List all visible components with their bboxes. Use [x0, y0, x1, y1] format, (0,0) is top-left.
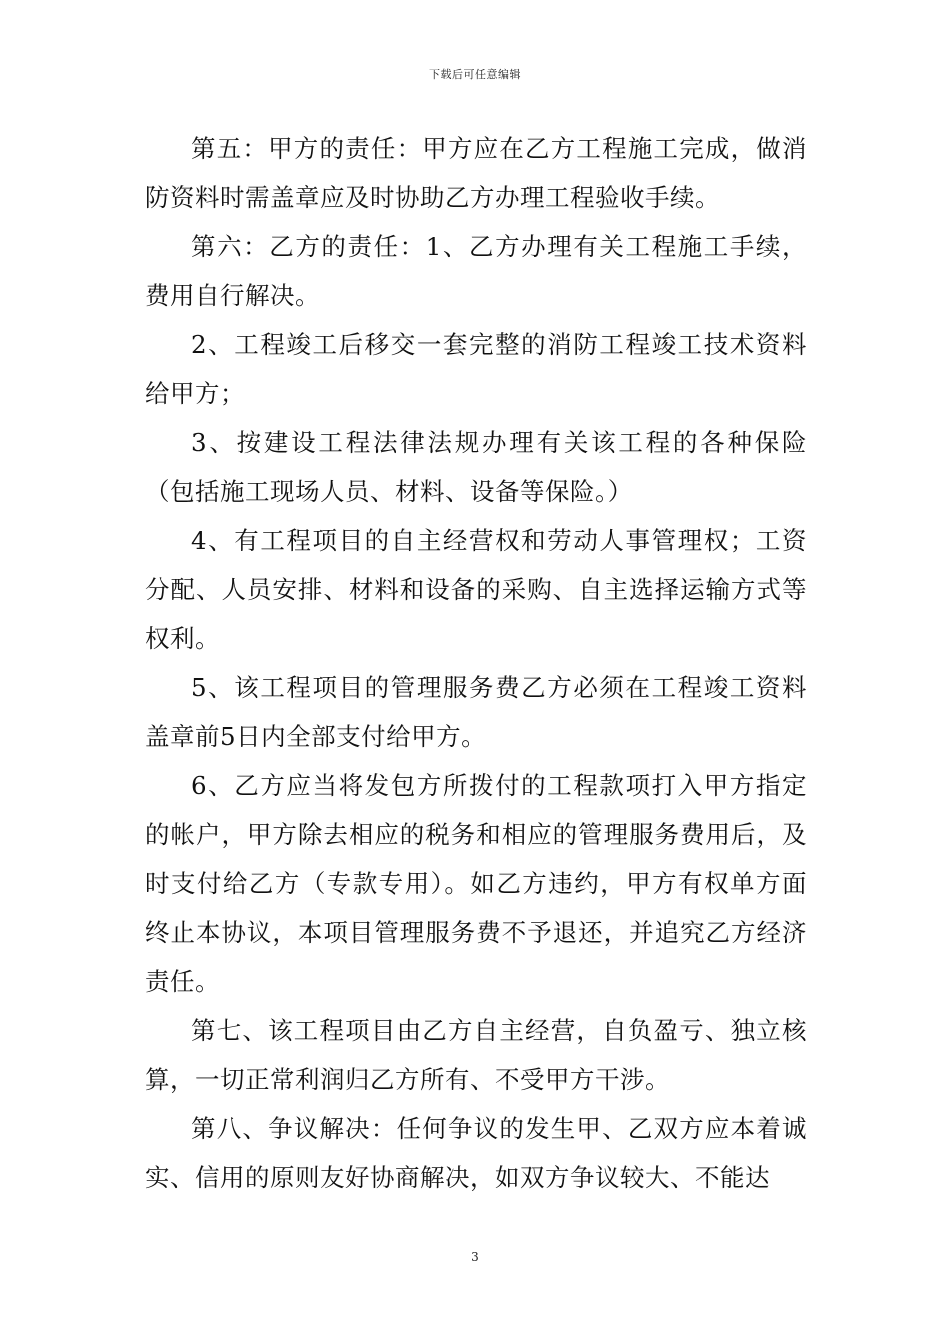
document-body	[145, 124, 807, 1202]
page-number: 3	[471, 1250, 479, 1264]
header-note: 下载后可任意编辑	[429, 68, 521, 81]
clause-8-dispute-resolution: 第八、争议解决：任何争议的发生甲、乙双方应本着诚实、信用的原则友好协商解决，如双方争议较大、不能达	[145, 1114, 807, 1192]
clause-6-item-5: 5、该工程项目的管理服务费乙方必须在工程竣工资料盖章前5日内全部支付给甲方。	[145, 673, 807, 751]
clause-7: 第七、该工程项目由乙方自主经营，自负盈亏、独立核算，一切正常利润归乙方所有、不受甲方干涉。	[145, 1016, 807, 1094]
clause-6-item-6: 6、乙方应当将发包方所拨付的工程款项打入甲方指定的帐户，甲方除去相应的税务和相应的管理服务费用后，及时支付给乙方（专款专用）。如乙方违约，甲方有权单方面终止本协议，本项目管理服务费不予退还，并追究乙方经济责任。	[145, 771, 807, 996]
clause-6-item-3: 3、按建设工程法律法规办理有关该工程的各种保险（包括施工现场人员、材料、设备等保险。）	[145, 428, 807, 506]
clause-6-party-b-responsibility: 第六：乙方的责任：1、乙方办理有关工程施工手续，费用自行解决。	[145, 232, 807, 310]
clause-6-item-4: 4、有工程项目的自主经营权和劳动人事管理权；工资分配、人员安排、材料和设备的采购、自主选择运输方式等权利。	[145, 526, 807, 653]
clause-5-party-a-responsibility: 第五：甲方的责任：甲方应在乙方工程施工完成，做消防资料时需盖章应及时协助乙方办理工程验收手续。	[145, 134, 807, 212]
clause-6-item-2: 2、工程竣工后移交一套完整的消防工程竣工技术资料给甲方；	[145, 330, 807, 408]
